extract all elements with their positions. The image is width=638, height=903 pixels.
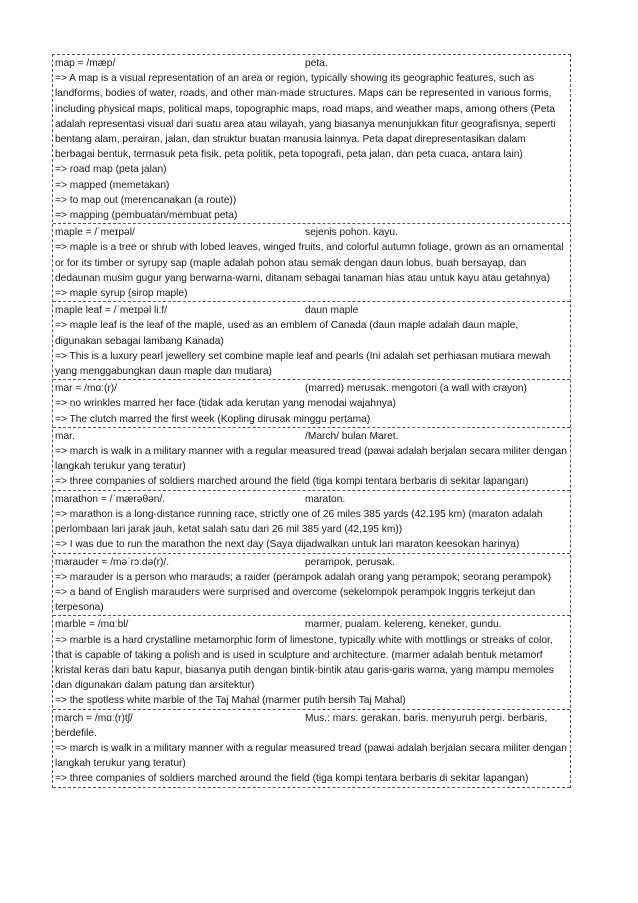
- entry-line: => three companies of soldiers marched around the field (tiga kompi tentara berbaris di sekitar lapangan): [55, 476, 529, 488]
- entry-line: => This is a luxury pearl jewellery set combine maple leaf and pearls (Ini adalah set perhiasan mutiara mewah yang menggabungkan daun maple dan mutiara): [55, 350, 551, 378]
- entry-headline: [55, 381, 568, 396]
- entry-meaning: daun maple: [305, 305, 359, 317]
- entry-line: => maple is a tree or shrub with lobed leaves, winged fruits, and colorful autumn foliage, grown as an ornamental or for its timber or syrupy sap (maple adalah pohon atau semak dengan daun lobus, buah bersayap, dan dedaunan musim gugur yang berwarna-warni, ditanam sebagai tanaman hias atau untuk kayu atau getahnya): [55, 242, 564, 284]
- entry-line: => three companies of soldiers marched around the field (tiga kompi tentara berbaris di sekitar lapangan): [55, 773, 529, 785]
- entry-line: => A map is a visual representation of an area or region, typically showing its geographic features, such as landforms, bodies of water, roads, and other man-made structures. Maps can be represented in various forms, including physical maps, political maps, topographic maps, road maps, and weather maps, among others (Peta adalah representasi visual dari suatu area atau wilayah, yang biasanya menunjukkan fitur geografisnya, seperti bentang alam, perairan, jalan, dan struktur buatan manusia lainnya. Peta dapat direpresentasikan dalam berbagai bentuk, termasuk peta fisik, peta politik, peta topografi, peta jalan, dan peta cuaca, antara lain): [55, 73, 556, 161]
- entry-meaning: (marred) merusak. mengotori (a wall with crayon): [305, 383, 527, 395]
- dictionary-entries: [52, 54, 571, 788]
- entry-meaning: peta.: [305, 58, 328, 69]
- dictionary-entry: [53, 224, 570, 302]
- entry-line: => road map (peta jalan): [55, 164, 167, 176]
- entry-line: => mapping (pembuatan/membuat peta): [55, 210, 238, 222]
- entry-headline: [55, 711, 568, 741]
- entry-word: marauder = /məˈrɔːdə(r)/.: [55, 556, 170, 568]
- dictionary-entry: [53, 616, 570, 709]
- entry-word: map = /mæp/: [55, 58, 116, 69]
- entry-headline: [55, 56, 568, 71]
- entry-line: => to map out (merencanakan (a route)): [55, 194, 237, 206]
- entry-line: => no wrinkles marred her face (tidak ada kerutan yang menodai wajahnya): [55, 398, 396, 410]
- entry-line: => march is walk in a military manner with a regular measured tread (pawai adalah berjalan secara militer dengan langkah terukur yang teratur): [55, 742, 567, 770]
- entry-meaning: sejenis pohon. kayu.: [305, 227, 398, 239]
- entry-line: => maple leaf is the leaf of the maple, used as an emblem of Canada (daun maple adalah daun maple, digunakan sebagai lambang Kanada): [55, 320, 519, 347]
- entry-word: maple leaf = /ˈmeɪpəl liːf/: [55, 305, 168, 317]
- entry-headline: [55, 429, 568, 444]
- entry-line: => the spotless white marble of the Taj Mahal (marmer putih bersih Taj Mahal): [55, 695, 406, 707]
- entry-meaning: /March/ bulan Maret.: [305, 430, 399, 442]
- entry-meaning: Mus.: mars. gerakan. baris. menyuruh pergi. berbaris, berdefile.: [55, 712, 548, 739]
- dictionary-entry: [53, 380, 570, 428]
- entry-word: maple = /ˈmeɪpəl/: [55, 227, 135, 239]
- entry-headline: [55, 492, 568, 507]
- entry-word: marathon = /ˈmærəθən/.: [55, 493, 166, 505]
- entry-word: mar = /mɑː(r)/: [55, 383, 117, 395]
- entry-headline: [55, 555, 568, 570]
- entry-line: => marauder is a person who marauds; a raider (perampok adalah orang yang perampok; seorang perampok): [55, 571, 552, 583]
- entry-word: march = /mɑː(r)tʃ/: [55, 712, 133, 724]
- entry-headline: [55, 617, 568, 632]
- entry-headline: [55, 225, 568, 240]
- entry-line: => marble is a hard crystalline metamorphic form of limestone, typically white with mottlings or streaks of color, that is capable of taking a polish and is used in sculpture and architecture. (marmer adalah bentuk metamorf kristal keras dari batu kapur, biasanya putih dengan bintik-bintik atau garis-garis warna, yang mampu memoles dan digunakan dalam patung dan arsitektur): [55, 634, 554, 692]
- entry-word: marble = /mɑːbl/: [55, 619, 129, 631]
- entry-headline: [55, 303, 568, 318]
- entry-line: => I was due to run the marathon the next day (Saya dijadwalkan untuk lari maraton keesokan harinya): [55, 539, 520, 551]
- entry-line: => a band of English marauders were surprised and overcome (sekelompok perampok Inggris terkejut dan terpesona): [55, 586, 536, 614]
- entry-line: => marathon is a long-distance running race, strictly one of 26 miles 385 yards (42.195 km) (maraton adalah perlombaan lari jarak jauh, ketat salah satu dari 26 mil 385 yard (42,195 km)): [55, 508, 543, 536]
- dictionary-entry: [53, 710, 570, 788]
- entry-word: mar.: [55, 430, 75, 442]
- entry-line: => The clutch marred the first week (Kopling dirusak minggu pertama): [55, 413, 371, 425]
- dictionary-entry: [53, 428, 570, 491]
- dictionary-entry: [53, 491, 570, 554]
- dictionary-entry: [53, 554, 570, 617]
- entry-meaning: marmer, pualam. kelereng, keneker, gundu.: [305, 619, 502, 631]
- entry-meaning: perampok, perusak.: [305, 556, 396, 568]
- entry-line: => march is walk in a military manner with a regular measured tread (pawai adalah berjalan secara militer dengan langkah terukur yang teratur): [55, 446, 567, 473]
- dictionary-entry: [53, 55, 570, 224]
- entry-meaning: maraton.: [305, 493, 346, 505]
- entry-line: => maple syrup (sirop maple): [55, 288, 188, 300]
- entry-line: => mapped (memetakan): [55, 179, 170, 191]
- dictionary-entry: [53, 302, 570, 380]
